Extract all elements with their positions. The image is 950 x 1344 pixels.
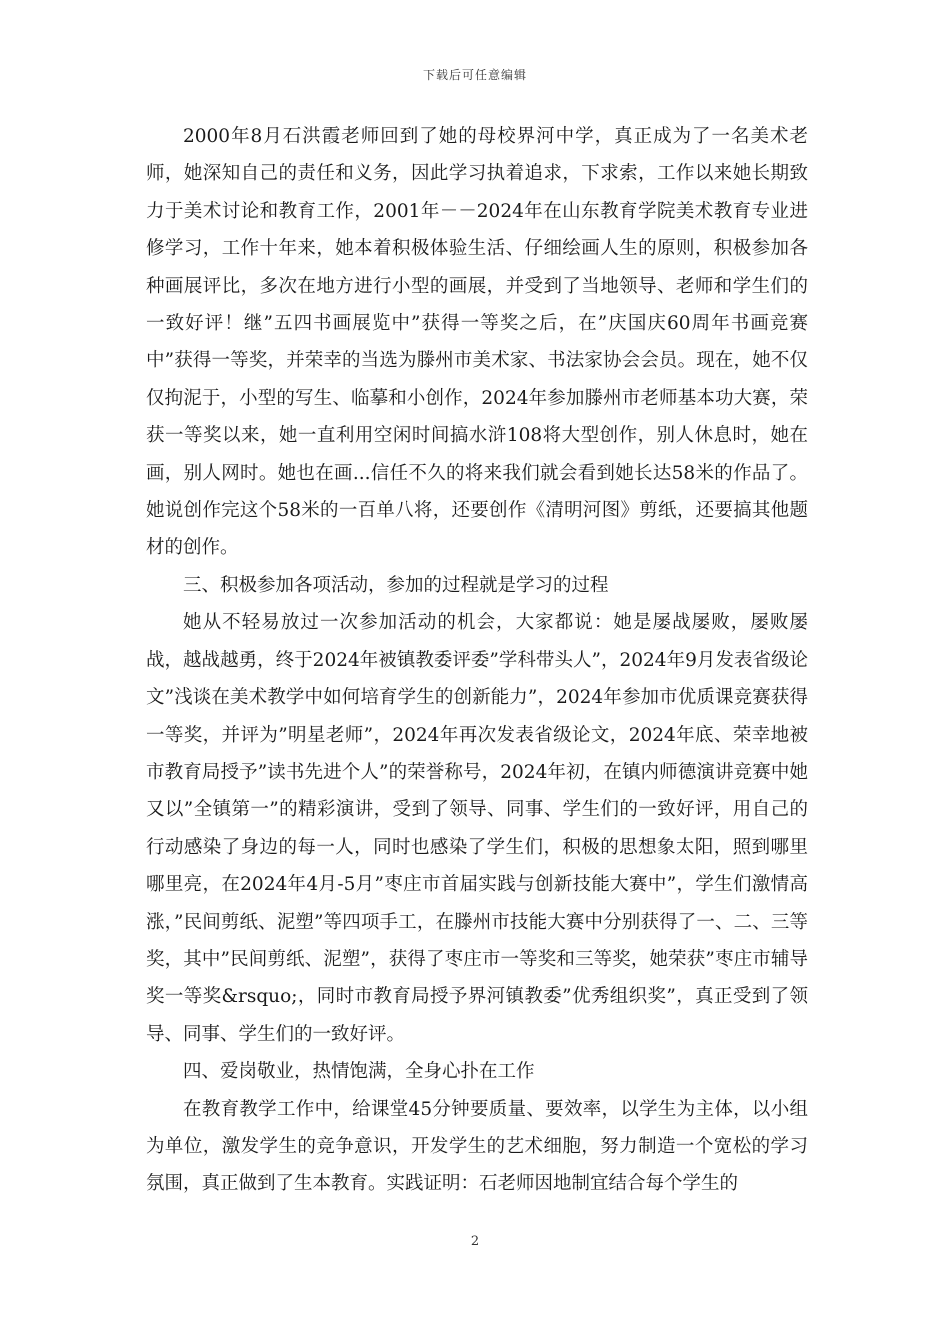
paragraph-activities: 她从不轻易放过一次参加活动的机会，大家都说：她是屡战屡败，屡败屡战，越战越勇，终于2024年被镇教委评委”学科带头人”，2024年9月发表省级论文”浅谈在美术教学中如何培育学生的创新能力”，2024年参加市优质课竞赛获得一等奖，并评为”明星老师”，2024年再次发表省级论文，2024年底、荣幸地被市教育局授予”读书先进个人”的荣誉称号，2024年初，在镇内师德演讲竞赛中她又以”全镇第一”的精彩演讲，受到了领导、同事、学生们的一致好评，用自己的行动感染了身边的每一人，同时也感染了学生们，积极的思想象太阳，照到哪里哪里亮，在2024年4月-5月”枣庄市首届实践与创新技能大赛中”，学生们激情高涨，”民间剪纸、泥塑”等四项手工，在滕州市技能大赛中分别获得了一、二、三等奖，其中”民间剪纸、泥塑”，获得了枣庄市一等奖和三等奖，她荣获”枣庄市辅导奖一等奖&rsquo;，同时市教育局授予界河镇教委”优秀组织奖”，真正受到了领导、同事、学生们的一致好评。 [146,612,808,1045]
page-number: 2 [470,1234,480,1249]
document-body [146,118,808,1203]
header-note: 下载后可任意编辑 [422,68,527,82]
paragraph-teaching: 在教育教学工作中，给课堂45分钟要质量、要效率，以学生为主体，以小组为单位，激发学生的竞争意识，开发学生的艺术细胞，努力制造一个宽松的学习氛围，真正做到了生本教育。实践证明：石老师因地制宜结合每个学生的 [146,1098,808,1195]
section-heading-activities: 三、积极参加各项活动，参加的过程就是学习的过程 [183,574,609,596]
section-heading-dedication: 四、爱岗敬业，热情饱满，全身心扑在工作 [183,1061,535,1083]
paragraph-career: 2000年8月石洪霞老师回到了她的母校界河中学，真正成为了一名美术老师，她深知自己的责任和义务，因此学习执着追求，下求索，工作以来她长期致力于美术讨论和教育工作，2001年－－2024年在山东教育学院美术教育专业进修学习，工作十年来，她本着积极体验生活、仔细绘画人生的原则，积极参加各种画展评比，多次在地方进行小型的画展，并受到了当地领导、老师和学生们的一致好评！继”五四书画展览中”获得一等奖之后，在”庆国庆60周年书画竞赛中”获得一等奖，并荣幸的当选为滕州市美术家、书法家协会会员。现在，她不仅仅拘泥于，小型的写生、临摹和小创作，2024年参加滕州市老师基本功大赛，荣获一等奖以来，她一直利用空闲时间搞水浒108将大型创作，别人休息时，她在画，别人网时。她也在画...信任不久的将来我们就会看到她长达58米的作品了。她说创作完这个58米的一百单八将，还要创作《清明河图》剪纸，还要搞其他题材的创作。 [146,126,808,559]
